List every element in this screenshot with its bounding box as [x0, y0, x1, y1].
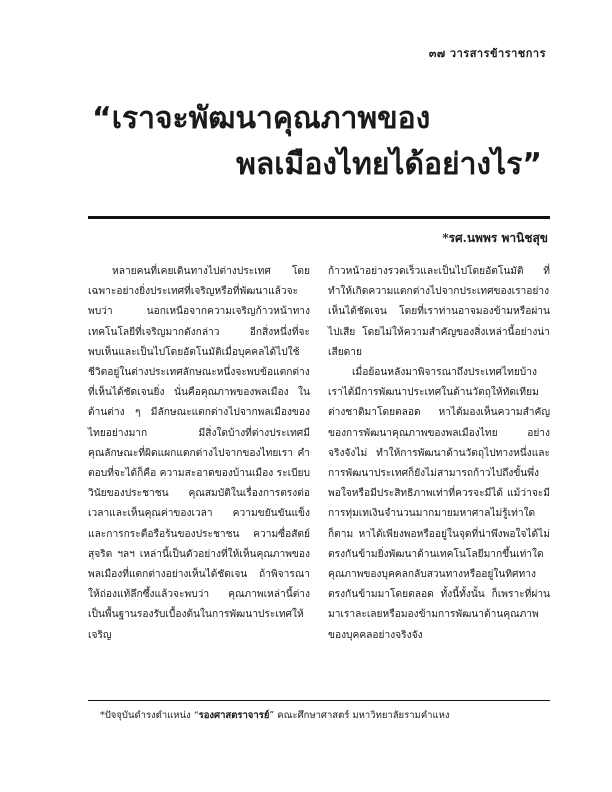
footnote-prefix: *ปัจจุบันดำรงตำแหน่ง “	[100, 710, 199, 721]
paragraph: เมื่อย้อนหลังมาพิจารณาถึงประเทศไทยบ้าง เราได้มีการพัฒนาประเทศในด้านวัตถุให้ทัดเทียมต่างชาติมาโดยตลอด หาได้มองเห็นความสำคัญของการพัฒนาคุณภาพของพลเมืองไทย อย่างจริงจังไม่ ทำให้การพัฒนาด้านวัตถุไปทางหนึ่งและการพัฒนาประเทศก็ยังไม่สามารถก้าวไปถึงขั้นพึ่งพอใจหรือมีประสิทธิภาพเท่าที่ควรจะมีได้ แม้ว่าจะมีการทุ่มเทเงินจำนวนมากมายมหาศาลไม่รู้เท่าใดก็ตาม หาได้เพียงพอหรืออยู่ในจุดที่น่าพึงพอใจได้ไม่ ตรงกันข้ามยิ่งพัฒนาด้านเทคโนโลยีมากขึ้นเท่าใด คุณภาพของบุคคลกลับสวนทางหรืออยู่ในทิศทางตรงกันข้ามมาโดยตลอด ทั้งนี้ทั้งนั้น ก็เพราะที่ผ่านมาเราละเลยหรือมองข้ามการพัฒนาด้านคุณภาพของบุคคลอย่างจริงจัง	[328, 367, 550, 641]
article-title-line-1: “เราจะพัฒนาคุณภาพของ	[92, 101, 431, 136]
column-left	[88, 262, 310, 692]
footnote-position: รองศาสตราจารย์	[198, 710, 270, 721]
running-header: ๓๗ วารสารข้าราชการ	[428, 47, 546, 60]
paragraph: หลายคนที่เคยเดินทางไปต่างประเทศ โดยเฉพาะอย่างยิ่งประเทศที่เจริญหรือที่พัฒนาแล้วจะพบว่า นอกเหนือจากความเจริญก้าวหน้าทางเทคโนโลยีที่เจริญมากดังกล่าว อีกสิ่งหนึ่งที่จะพบเห็นและเป็นไปโดยอัตโนมัติเมื่อบุคคลได้ไปใช้ชีวิตอยู่ในต่างประเทศลักษณะหนึ่งจะพบข้อแตกต่างที่เห็นได้ชัดเจนยิ่ง นั่นคือคุณภาพของพลเมือง ในด้านต่าง ๆ มีลักษณะแตกต่างไปจากพลเมืองของไทยอย่างมาก มีสิ่งใดบ้างที่ต่างประเทศมีคุณลักษณะที่ผิดแผกแตกต่างไปจากของไทยเรา คำตอบที่จะได้ก็คือ ความสะอาดของบ้านเมือง ระเบียบวินัยของประชาชน คุณสมบัติในเรื่องการตรงต่อเวลาและเห็นคุณค่าของเวลา ความขยันขันแข็งและการกระตือรือร้นของประชาชน ความซื่อสัตย์สุจริต ฯลฯ เหล่านี้เป็นตัวอย่างที่ให้เห็นคุณภาพของพลเมืองที่แตกต่างอย่างเห็นได้ชัดเจน ถ้าพิจารณาให้ถ่องแท้ลึกซึ้งแล้วจะพบว่า คุณภาพเหล่านี้ต่างเป็นพื้นฐานรองรับเบื้องต้นในการพัฒนาประเทศให้เจริญ	[88, 266, 310, 641]
footnote	[100, 708, 550, 724]
footnote-suffix: ” คณะศึกษาศาสตร์ มหาวิทยาลัยรามคำแหง	[269, 710, 450, 721]
body-columns	[88, 262, 550, 692]
author-byline: *รศ.นพพร พานิชสุข	[442, 231, 548, 245]
paragraph: ก้าวหน้าอย่างรวดเร็วและเป็นไปโดยอัตโนมัติ ที่ทำให้เกิดความแตกต่างไปจากประเทศของเราอย่างเห็นได้ชัดเจน โดยที่เราท่านอาจมองข้ามหรือผ่านไปเสีย โดยไม่ให้ความสำคัญของสิ่งเหล่านี้อย่างน่าเสียดาย	[328, 266, 550, 358]
footnote-divider	[88, 700, 550, 701]
title-divider	[88, 216, 550, 219]
article-title-line-2: พลเมืองไทยได้อย่างไร”	[236, 147, 542, 182]
article-title	[92, 96, 552, 188]
column-right	[328, 262, 550, 692]
